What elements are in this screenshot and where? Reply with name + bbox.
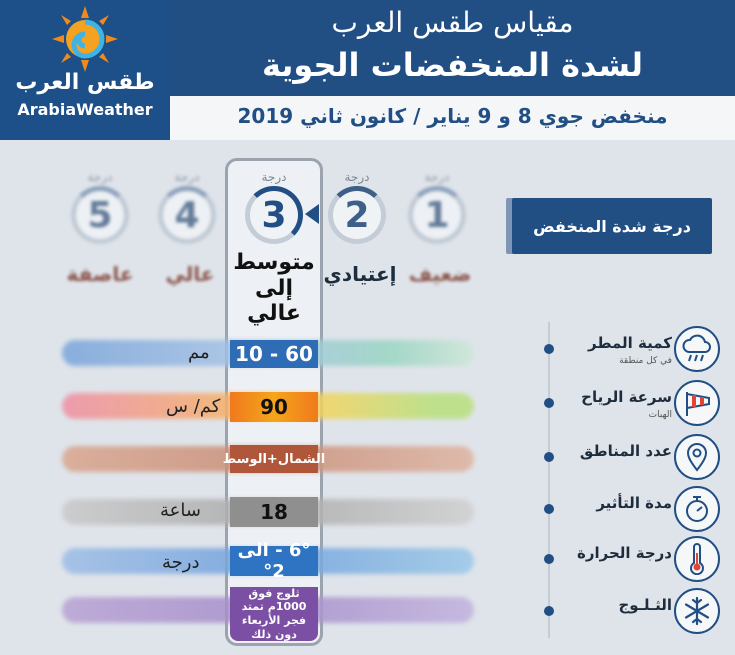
logo-english: ArabiaWeather: [17, 100, 153, 119]
sun-logo-icon: [52, 6, 118, 72]
bullet-dot: [544, 554, 554, 564]
bullet-dot: [544, 504, 554, 514]
rain-sublabel: في كل منطقة: [619, 356, 672, 366]
temperature-label: درجة الحرارة: [576, 544, 672, 562]
temperature-unit: درجة: [162, 552, 200, 573]
bullet-dot: [544, 606, 554, 616]
bullet-dot: [544, 344, 554, 354]
row-regions: [540, 432, 730, 486]
degree-word: درجة: [261, 170, 287, 184]
snowflake-icon: [674, 588, 720, 634]
rain-value: 10 - 60: [230, 340, 318, 368]
degree-number: 5: [71, 186, 129, 244]
degree-number: 1: [408, 186, 466, 244]
page-subtitle-main: لشدة المنخفضات الجوية: [261, 46, 644, 84]
bullet-dot: [544, 398, 554, 408]
degree-5: [65, 170, 135, 244]
location-pin-icon: [674, 434, 720, 480]
degree-3-name-line1: متوسط: [233, 250, 315, 275]
degree-word: درجة: [344, 170, 370, 184]
snow-value: ثلوج فوق 1000م تمتد فجر الأربعاء دون ذلك: [230, 587, 318, 641]
severity-label: درجة شدة المنخفض: [512, 198, 712, 254]
regions-value: الشمال+الوسط: [230, 445, 318, 473]
date-subtitle: منخفض جوي 8 و 9 يناير / كانون ثاني 2019: [237, 104, 668, 128]
logo-panel: [0, 0, 170, 140]
title-panel: [170, 0, 735, 96]
page-title: مقياس طقس العرب: [331, 6, 574, 39]
date-panel: [170, 96, 735, 140]
wind-unit: كم/ س: [166, 396, 221, 417]
degree-2: [322, 170, 392, 244]
degree-3-name-line2: إلى عالي: [247, 276, 301, 326]
degree-3: [239, 170, 309, 244]
active-pointer-icon: [305, 204, 319, 224]
logo-arabic: طقس العرب: [15, 70, 155, 95]
rain-cloud-icon: [674, 326, 720, 372]
degree-4: [152, 170, 222, 244]
degree-2-name: إعتيادي: [323, 262, 397, 286]
degree-4-name: عالي: [165, 262, 215, 286]
degree-1-name: ضعيف: [408, 262, 472, 286]
thermometer-icon: [674, 536, 720, 582]
wind-label: سرعة الرياح: [581, 388, 672, 406]
temperature-value: 6° - الى 2°: [230, 546, 318, 576]
degree-word: درجة: [424, 170, 450, 184]
degree-5-name: عاصفة: [66, 262, 134, 286]
degree-number: 3: [245, 186, 303, 244]
rain-unit: مم: [188, 342, 210, 363]
windsock-icon: [674, 380, 720, 426]
wind-sublabel: الهبات: [648, 410, 672, 420]
duration-unit: ساعة: [160, 500, 201, 521]
duration-value: 18: [230, 497, 318, 527]
rain-label: كمية المطر: [588, 334, 672, 352]
row-wind: [540, 378, 730, 432]
regions-label: عدد المناطق: [579, 442, 672, 460]
bullet-dot: [544, 452, 554, 462]
duration-label: مدة التأثير: [596, 494, 672, 512]
row-rain: [540, 324, 730, 378]
degree-word: درجة: [87, 170, 113, 184]
row-temperature: [540, 534, 730, 588]
stopwatch-icon: [674, 486, 720, 532]
degree-1: [402, 170, 472, 244]
wind-value: 90: [230, 392, 318, 422]
row-duration: [540, 484, 730, 538]
row-snow: [540, 586, 730, 640]
degree-number: 2: [328, 186, 386, 244]
degree-number: 4: [158, 186, 216, 244]
degree-word: درجة: [174, 170, 200, 184]
snow-label: الثـلـوج: [618, 596, 672, 614]
